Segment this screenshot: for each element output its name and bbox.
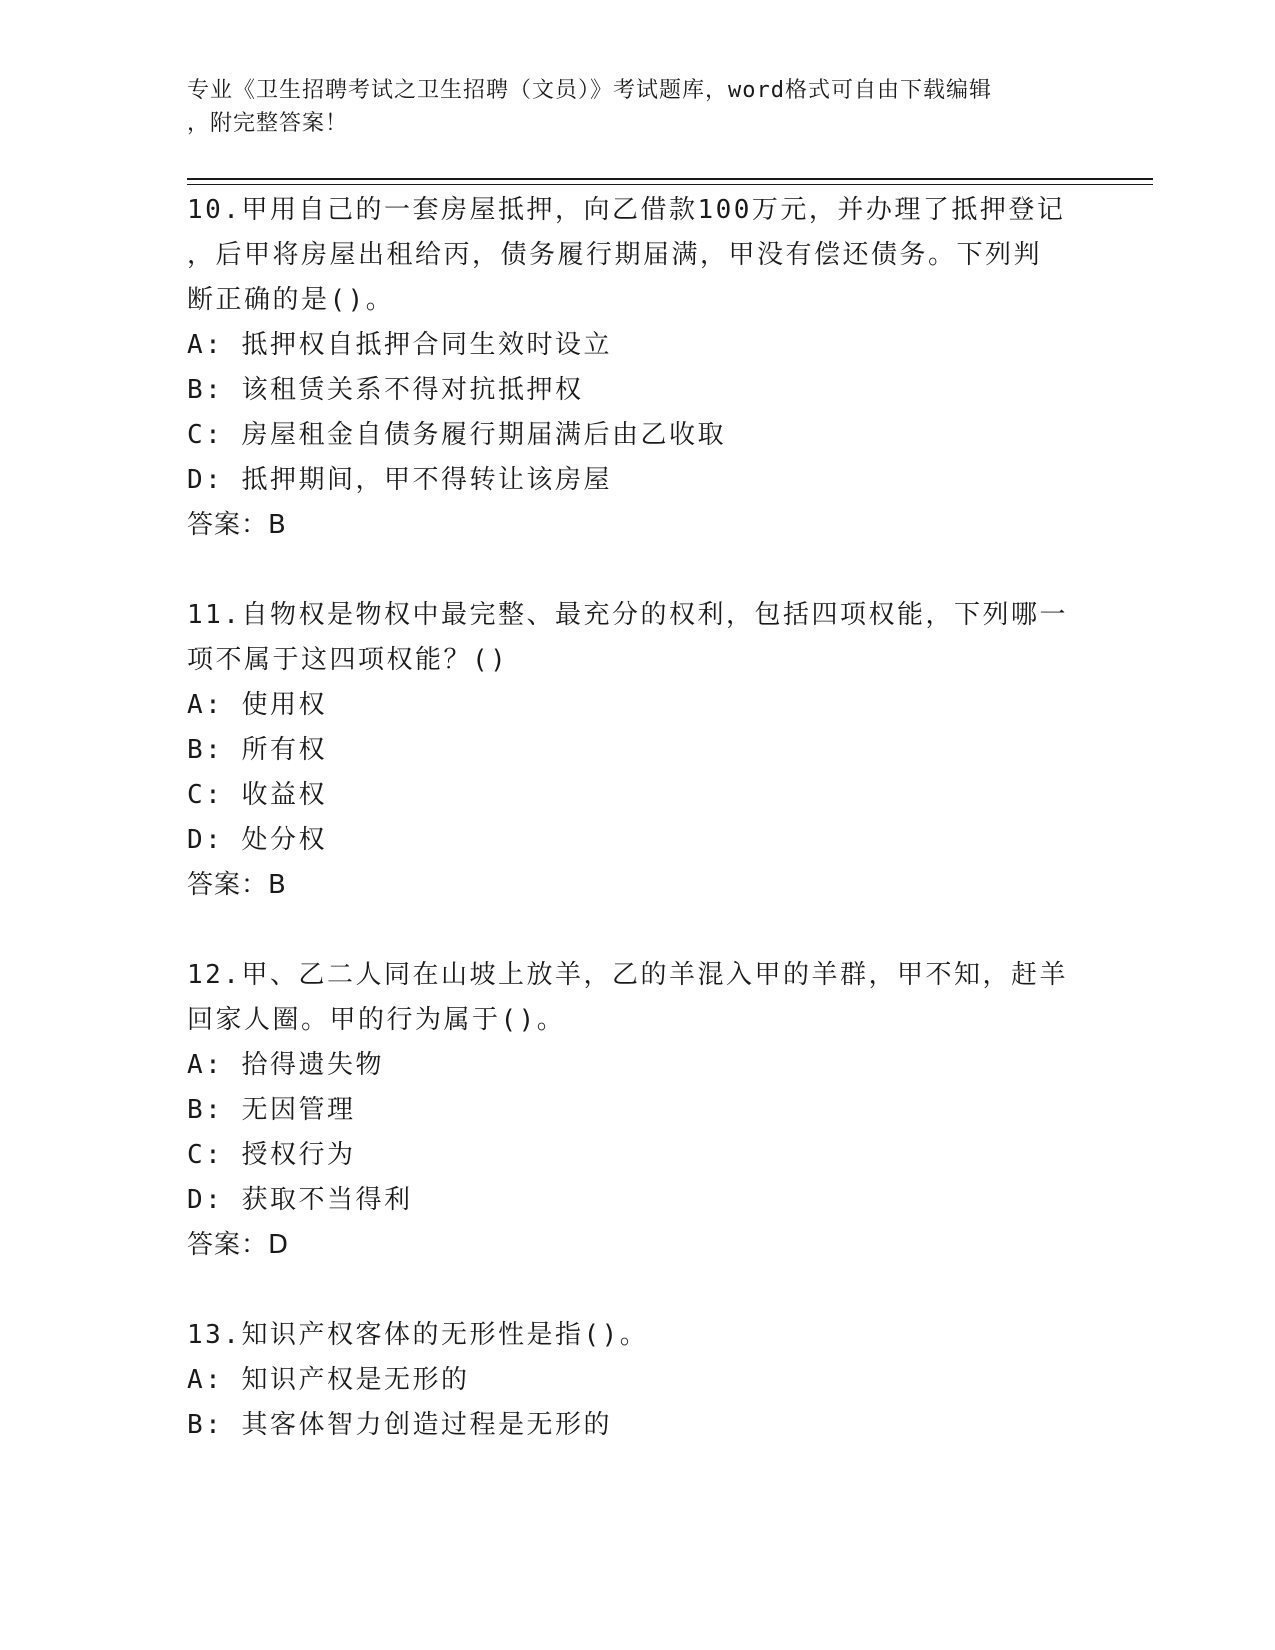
- question-12: [187, 953, 1087, 1313]
- header-divider-thin: [187, 184, 1153, 185]
- option-c: C: 授权行为: [187, 1140, 356, 1170]
- question-stem-line: 13.知识产权客体的无形性是指()。: [187, 1320, 649, 1350]
- option-b: B: 其客体智力创造过程是无形的: [187, 1410, 612, 1440]
- option-b: B: 无因管理: [187, 1095, 356, 1125]
- question-stem-line: 10.甲用自己的一套房屋抵押，向乙借款100万元，并办理了抵押登记: [187, 195, 1066, 225]
- question-spacer: [187, 1268, 1087, 1313]
- option-a: A: 拾得遗失物: [187, 1050, 384, 1080]
- header-line-2: ，附完整答案！: [187, 111, 349, 136]
- option-d: D: 获取不当得利: [187, 1185, 413, 1215]
- option-a: A: 抵押权自抵押合同生效时设立: [187, 330, 612, 360]
- question-list: [187, 188, 1087, 1448]
- question-13: [187, 1313, 1087, 1448]
- question-stem-line: 项不属于这四项权能？(): [187, 645, 509, 675]
- answer-line: 答案：D: [187, 1230, 290, 1260]
- answer-line: 答案：B: [187, 870, 287, 900]
- option-a: A: 使用权: [187, 690, 327, 720]
- question-stem-line: 断正确的是()。: [187, 285, 395, 315]
- question-spacer: [187, 548, 1087, 593]
- document-header: [187, 74, 1067, 140]
- header-line-1: 专业《卫生招聘考试之卫生招聘（文员）》考试题库，word格式可自由下载编辑: [187, 78, 992, 103]
- question-stem-line: 回家人圈。甲的行为属于()。: [187, 1005, 566, 1035]
- option-c: C: 房屋租金自债务履行期届满后由乙收取: [187, 420, 726, 450]
- option-d: D: 抵押期间，甲不得转让该房屋: [187, 465, 612, 495]
- option-a: A: 知识产权是无形的: [187, 1365, 470, 1395]
- option-b: B: 该租赁关系不得对抗抵押权: [187, 375, 584, 405]
- question-11: [187, 593, 1087, 953]
- question-10: [187, 188, 1087, 593]
- question-stem-line: ，后甲将房屋出租给丙，债务履行期届满，甲没有偿还债务。下列判: [187, 240, 1043, 270]
- answer-line: 答案：B: [187, 510, 287, 540]
- question-stem-line: 11.自物权是物权中最完整、最充分的权利，包括四项权能，下列哪一: [187, 600, 1068, 630]
- option-c: C: 收益权: [187, 780, 327, 810]
- option-b: B: 所有权: [187, 735, 327, 765]
- question-stem-line: 12.甲、乙二人同在山坡上放羊，乙的羊混入甲的羊群，甲不知，赶羊: [187, 960, 1068, 990]
- question-spacer: [187, 908, 1087, 953]
- option-d: D: 处分权: [187, 825, 327, 855]
- header-divider-thick: [187, 178, 1153, 180]
